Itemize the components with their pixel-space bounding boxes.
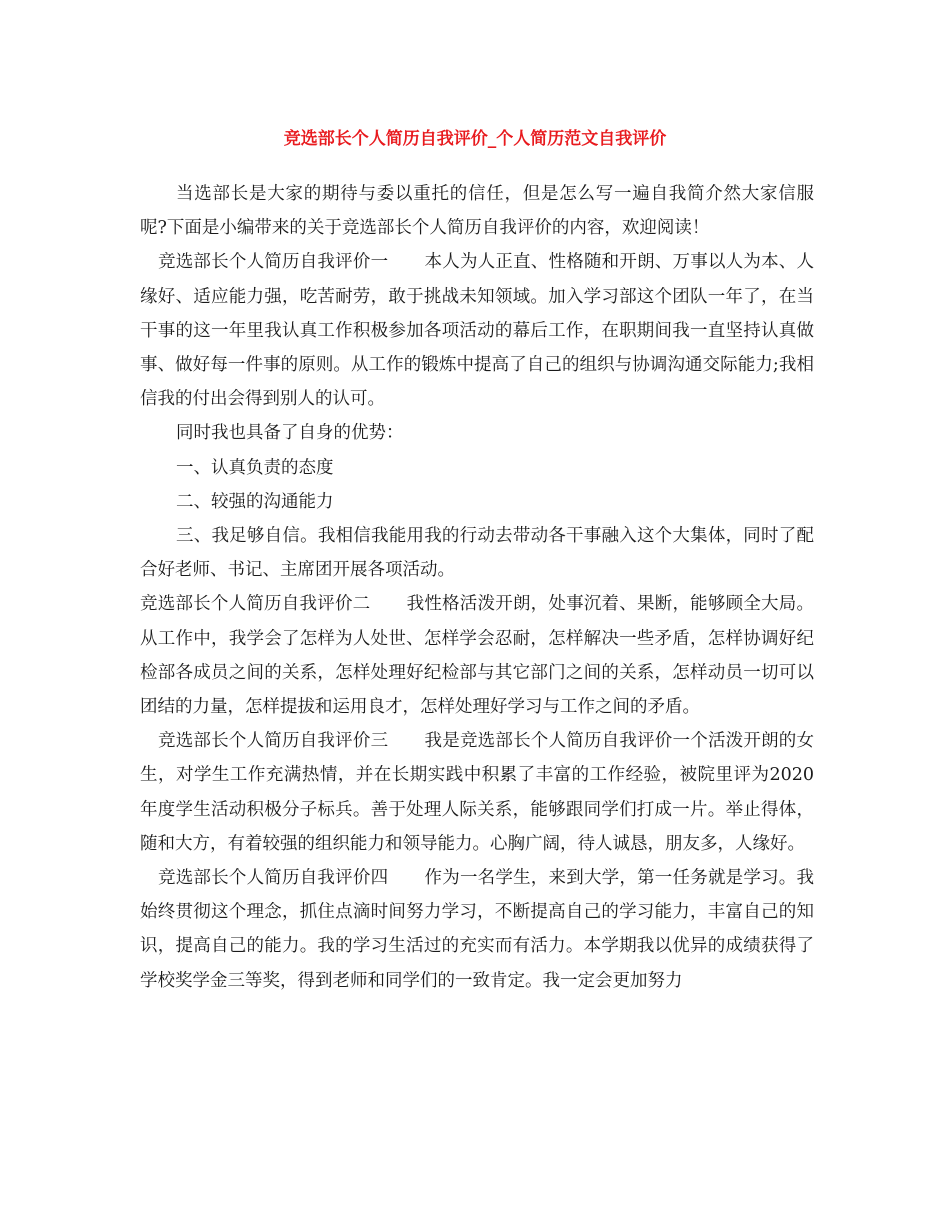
section-2-paragraph	[140, 587, 814, 724]
intro-paragraph: 当选部长是大家的期待与委以重托的信任，但是怎么写一遍自我简介然大家信服呢?下面是小编带来的关于竞选部长个人简历自我评价的内容，欢迎阅读！	[140, 184, 814, 239]
section-4-heading: 竞选部长个人简历自我评价四	[158, 868, 389, 889]
section-4-text: 作为一名学生，来到大学，第一任务就是学习。我始终贯彻这个理念，抓住点滴时间努力学习，不断提高自己的学习能力，丰富自己的知识，提高自己的能力。我的学习生活过的充实而有活力。本学期我以优异的成绩获得了学校奖学金三等奖，得到老师和同学们的一致肯定。我一定会更加努力	[140, 868, 815, 991]
section-3-text: 我是竞选部长个人简历自我评价一个活泼开朗的女生，对学生工作充满热情，并在长期实践中积累了丰富的工作经验，被院里评为2020年度学生活动积极分子标兵。善于处理人际关系，能够跟同学们打成一片。举止得体，随和大方，有着较强的组织能力和领导能力。心胸广阔，待人诚恳，朋友多，人缘好。	[140, 731, 815, 854]
section-1-paragraph	[140, 245, 814, 416]
document-title: 竞选部长个人简历自我评价_个人简历范文自我评价	[283, 129, 667, 149]
advantage-item-2: 二、较强的沟通能力	[176, 491, 334, 512]
advantage-item-3: 三、我足够自信。我相信我能用我的行动去带动各干事融入这个大集体，同时了配合好老师、书记、主席团开展各项活动。	[140, 526, 814, 581]
section-3-heading: 竞选部长个人简历自我评价三	[158, 731, 389, 752]
section-3-paragraph	[140, 724, 814, 861]
advantages-intro: 同时我也具备了自身的优势：	[176, 423, 404, 444]
advantage-item-1: 一、认真负责的态度	[176, 457, 334, 478]
section-2-text: 我性格活泼开朗，处事沉着、果断，能够顾全大局。从工作中，我学会了怎样为人处世、怎样学会忍耐，怎样解决一些矛盾，怎样协调好纪检部各成员之间的关系，怎样处理好纪检部与其它部门之间的关系，怎样动员一切可以团结的力量，怎样提拔和运用良才，怎样处理好学习与工作之间的矛盾。	[140, 594, 815, 718]
document-body	[140, 177, 814, 998]
section-1-heading: 竞选部长个人简历自我评价一	[158, 252, 389, 273]
section-4-paragraph	[140, 861, 814, 998]
section-2-heading: 竞选部长个人简历自我评价二	[140, 594, 371, 615]
section-1-text: 本人为人正直、性格随和开朗、万事以人为本、人缘好、适应能力强，吃苦耐劳，敢于挑战未知领域。加入学习部这个团队一年了，在当干事的这一年里我认真工作积极参加各项活动的幕后工作，在职期间我一直坚持认真做事、做好每一件事的原则。从工作的锻炼中提高了自己的组织与协调沟通交际能力;我相信我的付出会得到别人的认可。	[140, 252, 815, 410]
